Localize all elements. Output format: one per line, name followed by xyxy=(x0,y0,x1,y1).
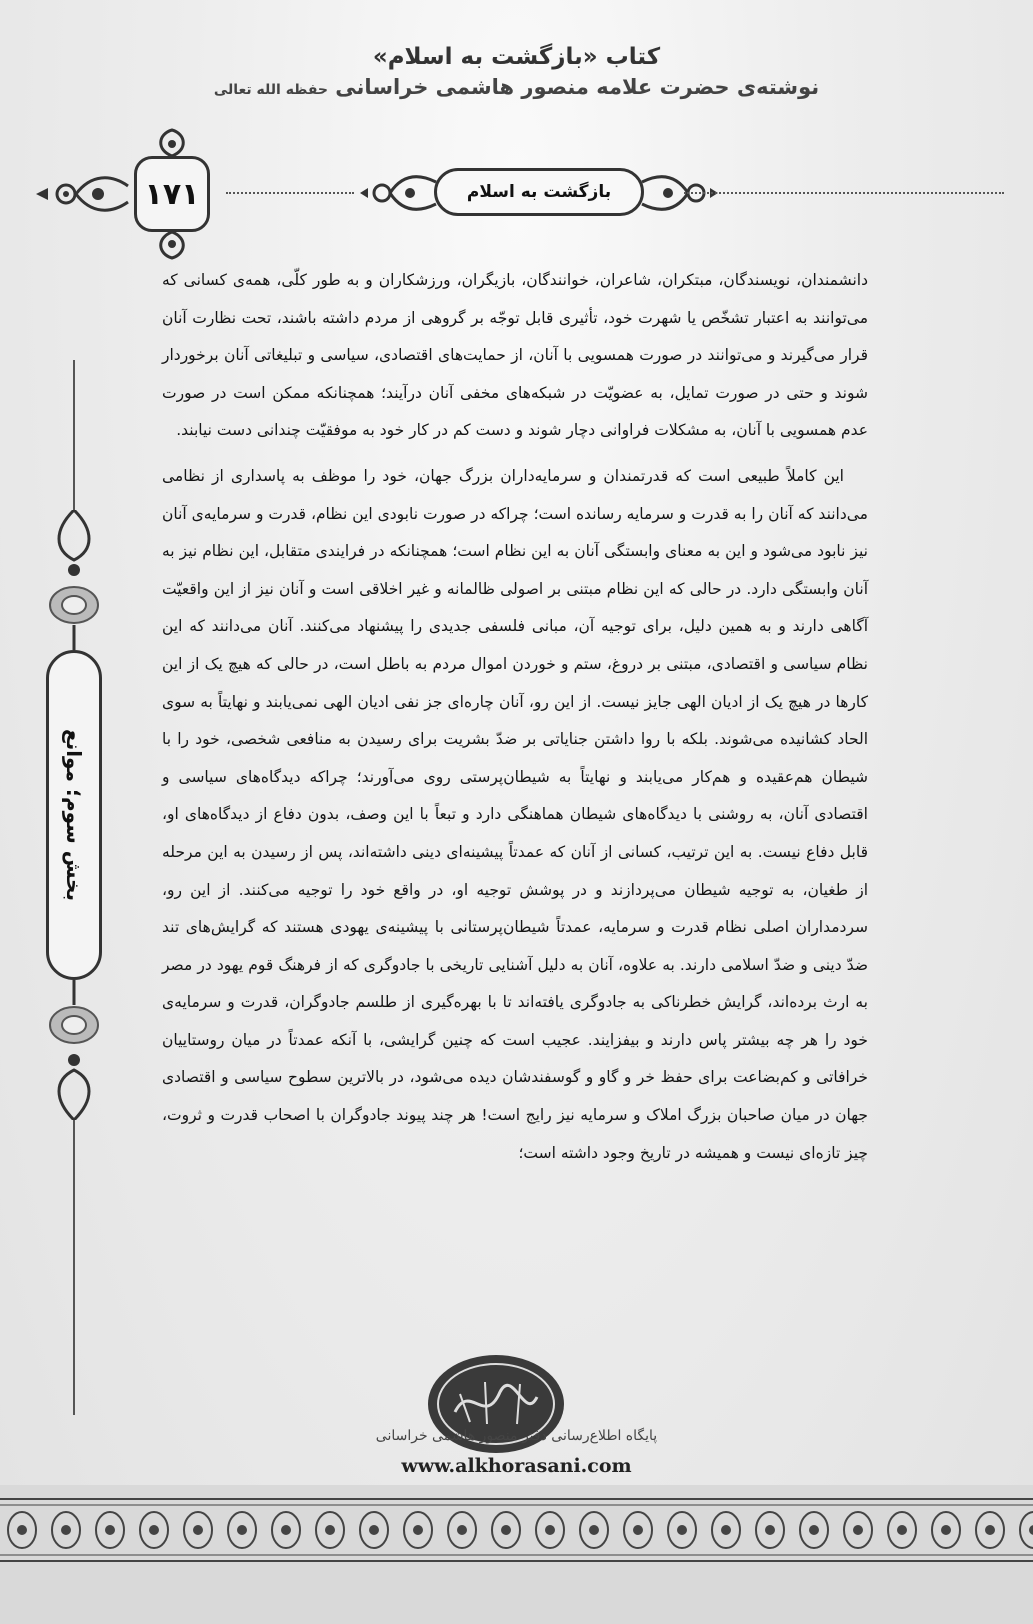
side-rule-top xyxy=(73,360,75,510)
side-flower-bottom-icon xyxy=(44,980,104,1120)
section-side-band xyxy=(44,360,104,1415)
footer-rosette-center-icon xyxy=(590,1526,598,1534)
author-name: نوشته‌ی حضرت علامه منصور هاشمی خراسانی xyxy=(335,75,820,99)
plaque-left-scroll-icon xyxy=(358,168,438,218)
footer-rosette-center-icon xyxy=(238,1526,246,1534)
left-flourish-icon xyxy=(36,166,136,222)
footer-rosette-center-icon xyxy=(502,1526,510,1534)
footer-rosette-center-icon xyxy=(414,1526,422,1534)
footer-rosette-center-icon xyxy=(986,1526,994,1534)
number-crown-icon xyxy=(148,128,196,158)
paragraph-2: این کاملاً طبیعی است که قدرتمندان و سرمایه‌داران بزرگ جهان، خود را موظف به پاسداری از نظامی می‌دانند که آنان را به قدرت و سرمایه رسانده است؛ چراکه در صورت نابودی این نظام، قدرت و سرمایه‌ی آنان نیز نابود می‌شود و این به معنای وابستگی آنان به این نظام است؛ همچنانکه در فرایندی متقابل، این نظام نیز به آنان وابستگی دارد. در حالی که این نظام مبتنی بر اصولی ظالمانه و غیر اخلاقی است و آنان نیز از این واقعیّت آگاهی دارند و به همین دلیل، برای توجیه آن، مبانی فلسفی جدیدی را پیشنهاد می‌کنند. آنان می‌دانند که این نظام سیاسی و اقتصادی، مبتنی بر دروغ، ستم و خوردن اموال مردم به باطل است، در حالی که هیچ یک از این کارها در هیچ یک از ادیان الهی جایز نیست. از این رو، آنان چاره‌ای جز نفی ادیان الهی نمی‌یابند و نهایتاً به سوی الحاد کشانیده می‌شوند. بلکه با روا داشتن جنایاتی بر ضدّ بشریت برای رسیدن به منافعی شخصی، خود را با شیطان هم‌عقیده و هم‌کار می‌یابند و نهایتاً به شیطان‌پرستی روی می‌آورند؛ چراکه دیدگاه‌های سیاسی و اقتصادی آنان، به روشنی با دیدگاه‌های شیطان هماهنگی دارد و تبعاً با این وصف، بدون دفاع از دیدگاه‌های او، قابل دفاع نیست. به این ترتیب، کسانی از آنان که عمدتاً پیشینه‌ای دینی داشته‌اند، پس از رسیدن به این مرحله از طغیان، به توجیه شیطان می‌پردازند و در پوشش توجیه او، در واقع خود را توجیه می‌کنند. از این رو، سردمداران اصلی نظام قدرت و سرمایه، عمدتاً شیطان‌پرستانی با پیشینه‌ی یهودی هستند که گرایش‌های تند ضدّ دینی و ضدّ اسلامی دارند. به علاوه، آنان به دلیل آشنایی تاریخی با جادوگری که از فرهنگ قوم یهود در مصر به ارث برده‌اند، گرایش خطرناکی به جادوگری یافته‌اند تا با بهره‌گیری از طلسم جادوگران، قدرت و سرمایه‌ی خود را هر چه بیشتر پاس دارند و بیفزایند. عجیب است که چنین گرایشی، با آنکه عمدتاً در میان روستاییان خرافاتی و کم‌بضاعت برای حفظ خر و گاو و گوسفندشان دیده می‌شود، در بالاترین سطوح سیاسی و اقتصادی جهان در میان صاحبان بزرگ املاک و سرمایه نیز رایج است! هر چند پیوند جادوگران با اصحاب قدرت و ثروت، چیز تازه‌ای نیست و همیشه در تاریخ وجود داشته است؛ xyxy=(162,466,868,1162)
footer-rosette-center-icon xyxy=(766,1526,774,1534)
footer-rosette-center-icon xyxy=(722,1526,730,1534)
side-flower-top-icon xyxy=(44,510,104,650)
author-honorific: حفظه الله تعالی xyxy=(213,82,328,98)
website-link[interactable]: www.alkhorasani.com xyxy=(401,1455,632,1477)
page-number: ۱۷۱ xyxy=(134,156,210,232)
footer-rosette-center-icon xyxy=(854,1526,862,1534)
footer-rosette-center-icon xyxy=(194,1526,202,1534)
footer-rosette-center-icon xyxy=(62,1526,70,1534)
paragraph-1: دانشمندان، نویسندگان، مبتکران، شاعران، خوانندگان، بازیگران، ورزشکاران و به طور کلّی، همه‌ی کسانی که می‌توانند به اعتبار تشخّص یا شهرت خود، تأثیری قابل توجّه بر گروهی از مردم داشته باشند، تحت نظارت آنان قرار می‌گیرند و می‌توانند در صورت همسویی با آنان، از حمایت‌های اقتصادی، سیاسی و تبلیغاتی آنان برخوردار شوند و حتی در صورت تمایل، به عضویّت در شبکه‌های مخفی آنان درآیند؛ همچنانکه ممکن است در صورت عدم همسویی با آنان، به مشکلات فراوانی دچار شوند و دست کم در کار خود به موفقیّت چندانی دست نیابند. xyxy=(162,271,868,440)
book-title: کتاب «بازگشت به اسلام» xyxy=(372,44,661,70)
section-label: بخش سوم؛ موانع xyxy=(62,729,86,901)
footer-rosette-center-icon xyxy=(458,1526,466,1534)
footer-rosette-center-icon xyxy=(546,1526,554,1534)
body-text xyxy=(162,262,868,1172)
footer-rosette-center-icon xyxy=(150,1526,158,1534)
footer-rosette-center-icon xyxy=(370,1526,378,1534)
footer-rosette-center-icon xyxy=(106,1526,114,1534)
seal-caption: پایگاه اطلاع‌رسانی دفتر منصور هاشمی خراسانی xyxy=(375,1428,658,1444)
dotted-rule-right xyxy=(684,192,1004,194)
side-rule-bottom xyxy=(73,1120,75,1415)
footer-rosette-center-icon xyxy=(898,1526,906,1534)
header-ribbon xyxy=(36,148,995,238)
footer-rosette-center-icon xyxy=(942,1526,950,1534)
number-base-icon xyxy=(148,230,196,260)
chapter-title: بازگشت به اسلام xyxy=(434,168,644,216)
footer-ornament-band xyxy=(0,1485,1033,1624)
page-header xyxy=(0,42,1033,105)
footer-rosette-center-icon xyxy=(18,1526,26,1534)
footer-rosette-center-icon xyxy=(634,1526,642,1534)
footer-rosette-center-icon xyxy=(678,1526,686,1534)
footer-rosette-center-icon xyxy=(282,1526,290,1534)
footer-rosette-center-icon xyxy=(326,1526,334,1534)
dotted-rule-left xyxy=(226,192,354,194)
author-line xyxy=(0,72,1033,105)
footer-rosette-center-icon xyxy=(810,1526,818,1534)
